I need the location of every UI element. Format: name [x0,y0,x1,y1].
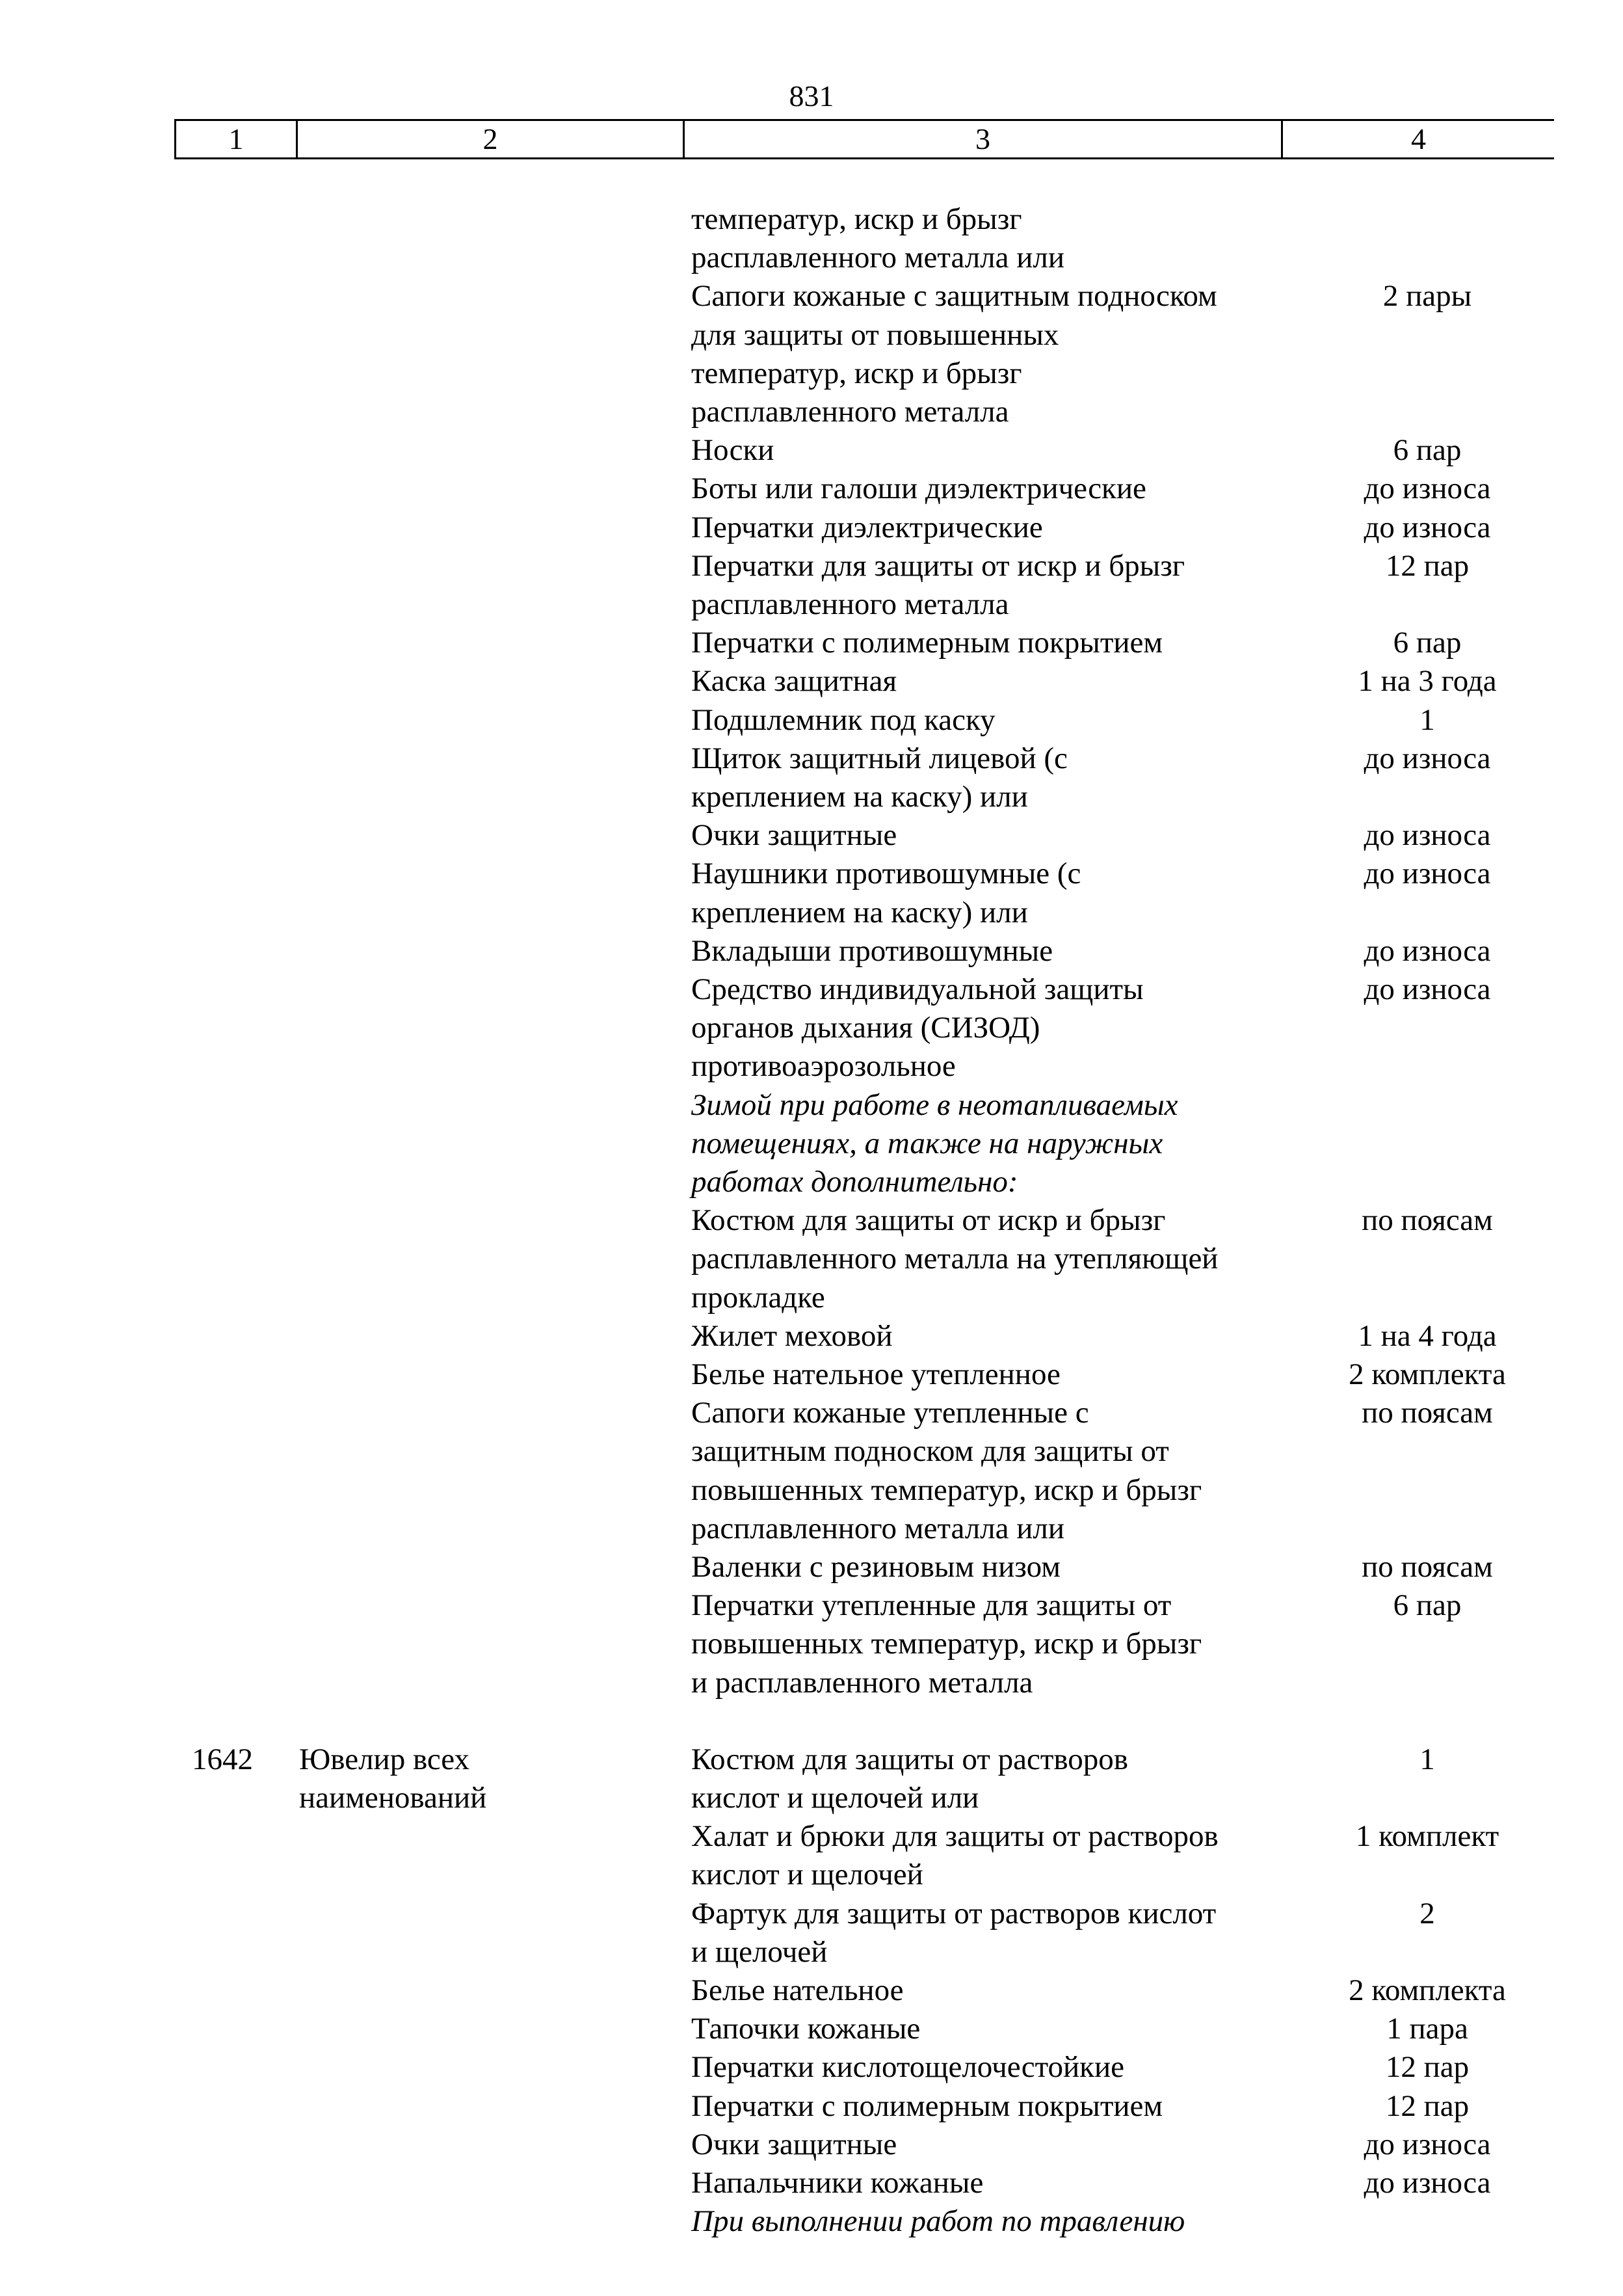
table-row [0,624,1623,662]
header-cell-1: 1 [174,119,298,159]
table-row [0,740,1623,778]
table-row [0,1779,1623,1817]
table-row [0,1317,1623,1355]
table-row [0,547,1623,585]
ppe-item: Перчатки диэлектрические [691,511,1043,544]
table-row [0,1240,1623,1278]
ppe-item: Вкладыши противошумные [691,934,1053,968]
table-row [0,894,1623,932]
issue-norm: 6 пар [1393,433,1462,467]
ppe-item: Наушники противошумные (с [691,857,1081,890]
table-row [0,1586,1623,1625]
table-row [0,2164,1623,2202]
header-cell-2: 2 [296,119,685,159]
table-row [0,1664,1623,1702]
table-row [0,2126,1623,2164]
table-row [0,1009,1623,1047]
issue-norm: 1 комплект [1355,1819,1499,1853]
table-row [0,1510,1623,1548]
issue-norm: по поясам [1362,1396,1493,1430]
issue-norm: 1 на 3 года [1358,664,1497,698]
table-row [0,509,1623,547]
table-row [0,970,1623,1009]
table-row [0,2087,1623,2126]
table-row [0,1355,1623,1394]
issue-norm: до износа [1364,2128,1491,2161]
issue-norm: 2 пары [1382,279,1472,313]
issue-norm: 12 пар [1385,2050,1470,2084]
ppe-item: Костюм для защиты от искр и брызг [691,1203,1166,1237]
ppe-item: кислот и щелочей или [691,1781,979,1815]
table-row [0,316,1623,354]
ppe-item: расплавленного металла [691,395,1009,429]
ppe-item: креплением на каску) или [691,896,1028,929]
ppe-item: Перчатки утепленные для защиты от [691,1588,1172,1622]
ppe-item: Очки защитные [691,2128,897,2161]
ppe-item: Щиток защитный лицевой (с [691,741,1068,775]
table-row [0,1741,1623,1779]
issue-norm: до износа [1364,472,1491,505]
issue-norm: 1 [1419,703,1435,737]
ppe-item: и расплавленного металла [691,1666,1033,1700]
ppe-item: Перчатки для защиты от искр и брызг [691,549,1185,583]
ppe-item: Белье нательное [691,1973,904,2007]
table-row [0,1394,1623,1432]
table-row [0,701,1623,740]
table-row [0,277,1623,315]
ppe-item: температур, искр и брызг [691,356,1022,390]
ppe-item: Подшлемник под каску [691,703,996,737]
ppe-item: При выполнении работ по травлению [691,2204,1185,2238]
ppe-item: прокладке [691,1281,825,1315]
issue-norm: до износа [1364,511,1491,544]
issue-norm: до износа [1364,857,1491,890]
table-row [0,1201,1623,1240]
table-row [0,2048,1623,2087]
ppe-item: Фартук для защиты от растворов кислот [691,1897,1217,1930]
profession-name: наименований [299,1781,487,1815]
ppe-item: Халат и брюки для защиты от растворов [691,1819,1219,1853]
table-row [0,1471,1623,1510]
ppe-item: креплением на каску) или [691,780,1028,814]
issue-norm: по поясам [1362,1203,1493,1237]
ppe-item: Перчатки с полимерным покрытием [691,626,1163,660]
ppe-item: и щелочей [691,1935,828,1969]
header-cell-3: 3 [683,119,1283,159]
table-row [0,855,1623,893]
ppe-item: расплавленного металла или [691,241,1065,274]
issue-norm: 1 на 4 года [1358,1319,1497,1353]
table-row [0,1279,1623,1317]
table-row [0,1163,1623,1201]
ppe-item: Белье нательное утепленное [691,1357,1061,1391]
table-row [0,2010,1623,2048]
ppe-item: помещениях, а также на наружных [691,1127,1163,1160]
issue-norm: 6 пар [1393,1588,1462,1622]
table-row [0,354,1623,393]
ppe-item: Средство индивидуальной защиты [691,972,1144,1006]
table-row [0,778,1623,816]
ppe-item: органов дыхания (СИЗОД) [691,1011,1040,1045]
table-row [0,1548,1623,1586]
table-row [0,1086,1623,1125]
ppe-item: Перчатки кислотощелочестойкие [691,2050,1125,2084]
table-row [0,2202,1623,2241]
table-row [0,932,1623,970]
ppe-item: работах дополнительно: [691,1165,1018,1199]
issue-norm: до износа [1364,741,1491,775]
issue-norm: до износа [1364,934,1491,968]
ppe-item: Тапочки кожаные [691,2012,921,2046]
profession-name: Ювелир всех [299,1742,470,1776]
header-cell-4: 4 [1281,119,1554,159]
ppe-item: для защиты от повышенных [691,318,1059,352]
ppe-item: Сапоги кожаные с защитным подноском [691,279,1217,313]
table-row [0,1432,1623,1471]
ppe-item: расплавленного металла на утепляющей [691,1242,1219,1275]
ppe-item: Напальчники кожаные [691,2166,984,2200]
table-row [0,1856,1623,1894]
table-row [0,470,1623,508]
issue-norm: 2 [1419,1897,1435,1930]
table-row [0,816,1623,855]
issue-norm: 6 пар [1393,626,1462,660]
ppe-item: Костюм для защиты от растворов [691,1742,1128,1776]
table-row [0,1933,1623,1971]
ppe-item: повышенных температур, искр и брызг [691,1627,1202,1661]
table-row [0,662,1623,701]
ppe-item: Перчатки с полимерным покрытием [691,2089,1163,2123]
ppe-item: Валенки с резиновым низом [691,1550,1061,1584]
table-row [0,1625,1623,1663]
ppe-item: защитным подноском для защиты от [691,1434,1169,1468]
table-row [0,200,1623,239]
issue-norm: по поясам [1362,1550,1493,1584]
ppe-item: Очки защитные [691,818,897,852]
ppe-item: Каска защитная [691,664,897,698]
table-row [0,239,1623,277]
ppe-item: Жилет меховой [691,1319,893,1353]
ppe-item: Боты или галоши диэлектрические [691,472,1146,505]
ppe-item: расплавленного металла [691,587,1009,621]
table-row [0,393,1623,431]
issue-norm: 2 комплекта [1349,1973,1506,2007]
issue-norm: 2 комплекта [1349,1357,1506,1391]
table-row [0,1125,1623,1163]
ppe-item: повышенных температур, искр и брызг [691,1473,1202,1507]
issue-norm: до износа [1364,972,1491,1006]
table-row [0,1047,1623,1086]
issue-norm: 12 пар [1385,2089,1470,2123]
table-row [0,1895,1623,1933]
ppe-item: противоаэрозольное [691,1049,956,1083]
ppe-item: Зимой при работе в неотапливаемых [691,1088,1178,1122]
issue-norm: 12 пар [1385,549,1470,583]
page-number: 831 [789,79,834,113]
ppe-item: температур, искр и брызг [691,202,1022,236]
table-row [0,1971,1623,2010]
ppe-item: расплавленного металла или [691,1512,1065,1545]
table-row [0,585,1623,624]
ppe-item: Сапоги кожаные утепленные с [691,1396,1089,1430]
issue-norm: 1 пара [1386,2012,1468,2046]
issue-norm: до износа [1364,2166,1491,2200]
issue-norm: 1 [1419,1742,1435,1776]
table-row [0,1817,1623,1856]
table-row [0,431,1623,470]
ppe-item: кислот и щелочей [691,1858,923,1891]
item-number: 1642 [192,1742,253,1776]
ppe-item: Носки [691,433,774,467]
issue-norm: до износа [1364,818,1491,852]
